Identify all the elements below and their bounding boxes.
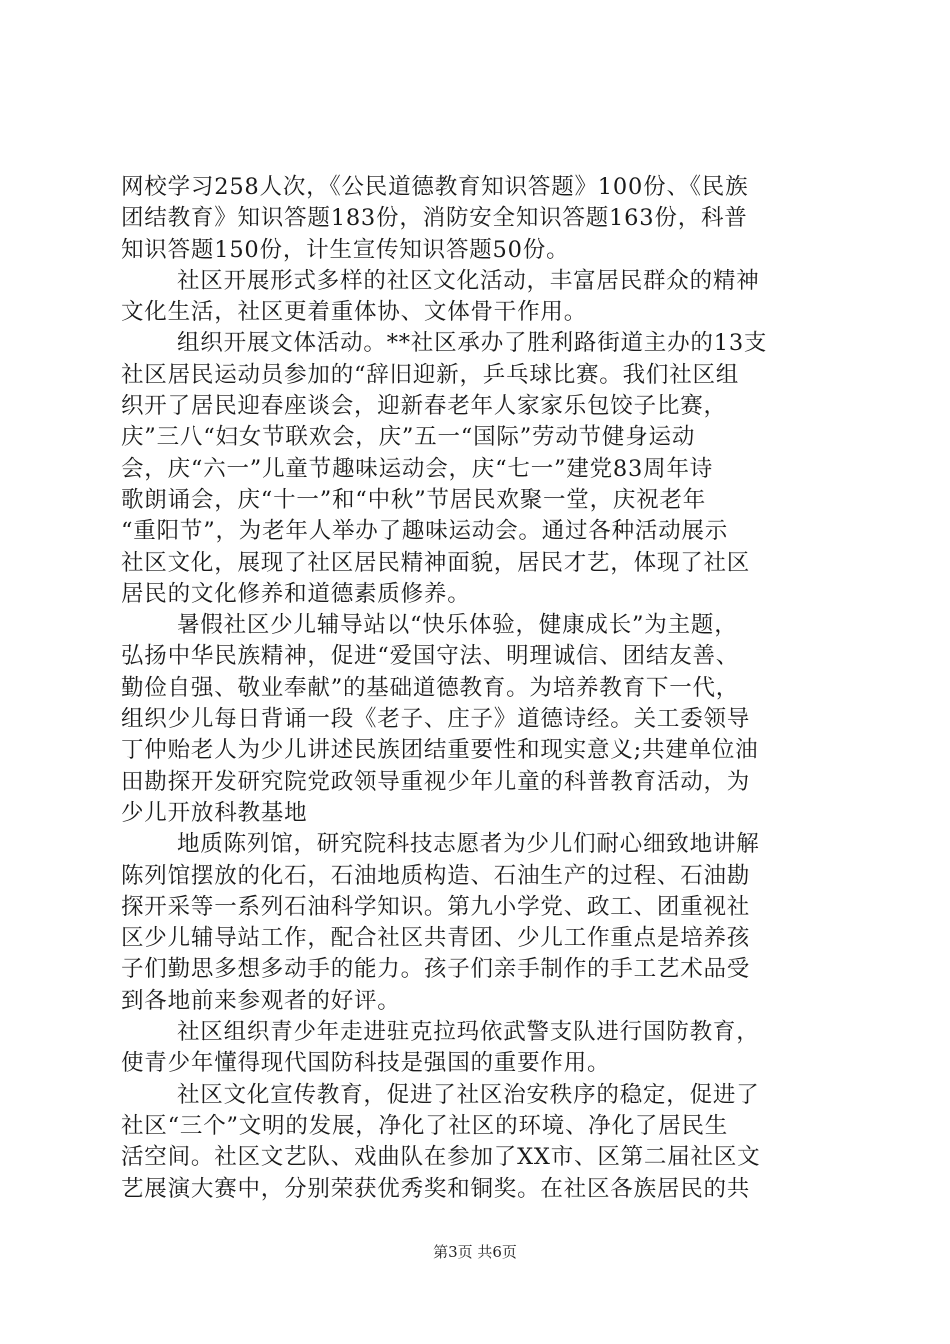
text-line: 使青少年懂得现代国防科技是强国的重要作用。: [121, 1050, 611, 1077]
text-line: 地质陈列馆，研究院科技志愿者为少儿们耐心细致地讲解: [177, 831, 760, 858]
paragraph: [121, 1017, 831, 1080]
text-line: 区少儿辅导站工作，配合社区共青团、少儿工作重点是培养孩: [121, 925, 751, 952]
paragraph: [121, 610, 831, 829]
text-line: 少儿开放科教基地: [121, 799, 308, 826]
page-number-footer: 第3页 共6页: [433, 1243, 517, 1261]
text-line: 丁仲贻老人为少儿讲述民族团结重要性和现实意义;共建单位油: [121, 737, 759, 764]
paragraph: [121, 829, 831, 1017]
text-line: 社区“三个”文明的发展，净化了社区的环境、净化了居民生: [121, 1112, 729, 1139]
text-line: 社区居民运动员参加的“辞旧迎新，乒乓球比赛。我们社区组: [121, 361, 740, 388]
text-line: 团结教育》知识答题183份，消防安全知识答题163份，科普: [121, 205, 748, 232]
text-line: 知识答题150份，计生宣传知识答题50份。: [121, 236, 570, 263]
text-line: 会，庆“六一”儿童节趣味运动会，庆“七一”建党83周年诗: [121, 455, 714, 482]
paragraph: [121, 266, 831, 329]
document-body: [121, 172, 831, 1205]
text-line: 居民的文化修养和道德素质修养。: [121, 580, 471, 607]
text-line: 庆”三八“妇女节联欢会，庆”五一“国际”劳动节健身运动: [121, 424, 696, 451]
text-line: 歌朗诵会，庆“十一”和“中秋”节居民欢聚一堂，庆祝老年: [121, 486, 707, 513]
text-line: 社区文化宣传教育，促进了社区治安秩序的稳定，促进了: [177, 1081, 760, 1108]
text-line: 社区组织青少年走进驻克拉玛依武警支队进行国防教育，: [177, 1019, 760, 1046]
text-line: 到各地前来参观者的好评。: [121, 987, 401, 1014]
text-line: 活空间。社区文艺队、戏曲队在参加了XX市、区第二届社区文: [121, 1144, 761, 1171]
text-line: 社区文化，展现了社区居民精神面貌，居民才艺，体现了社区: [121, 549, 751, 576]
paragraph: [121, 1080, 831, 1205]
text-line: 织开了居民迎春座谈会，迎新春老年人家家乐包饺子比赛，: [121, 393, 727, 420]
text-line: 子们勤思多想多动手的能力。孩子们亲手制作的手工艺术品受: [121, 956, 751, 983]
text-line: 暑假社区少儿辅导站以“快乐体验，健康成长”为主题，: [177, 612, 738, 639]
text-line: 文化生活，社区更着重体协、文体骨干作用。: [121, 299, 588, 326]
text-line: 弘扬中华民族精神，促进“爱国守法、明理诚信、团结友善、: [121, 643, 740, 670]
text-line: “重阳节”，为老年人举办了趣味运动会。通过各种活动展示: [121, 518, 729, 545]
text-line: 探开采等一系列石油科学知识。第九小学党、政工、团重视社: [121, 893, 751, 920]
text-line: 社区开展形式多样的社区文化活动，丰富居民群众的精神: [177, 267, 760, 294]
text-line: 艺展演大赛中，分别荣获优秀奖和铜奖。在社区各族居民的共: [121, 1175, 751, 1202]
paragraph: [121, 172, 831, 266]
paragraph: [121, 328, 831, 610]
text-line: 田勘探开发研究院党政领导重视少年儿童的科普教育活动，为: [121, 768, 751, 795]
text-line: 陈列馆摆放的化石，石油地质构造、石油生产的过程、石油勘: [121, 862, 751, 889]
text-line: 网校学习258人次，《公民道德教育知识答题》100份、《民族: [121, 174, 749, 200]
text-line: 组织少儿每日背诵一段《老子、庄子》道德诗经。关工委领导: [121, 706, 751, 733]
text-line: 组织开展文体活动。**社区承办了胜利路街道主办的13支: [177, 330, 768, 357]
text-line: 勤俭自强、敬业奉献”的基础道德教育。为培养教育下一代，: [121, 674, 740, 701]
